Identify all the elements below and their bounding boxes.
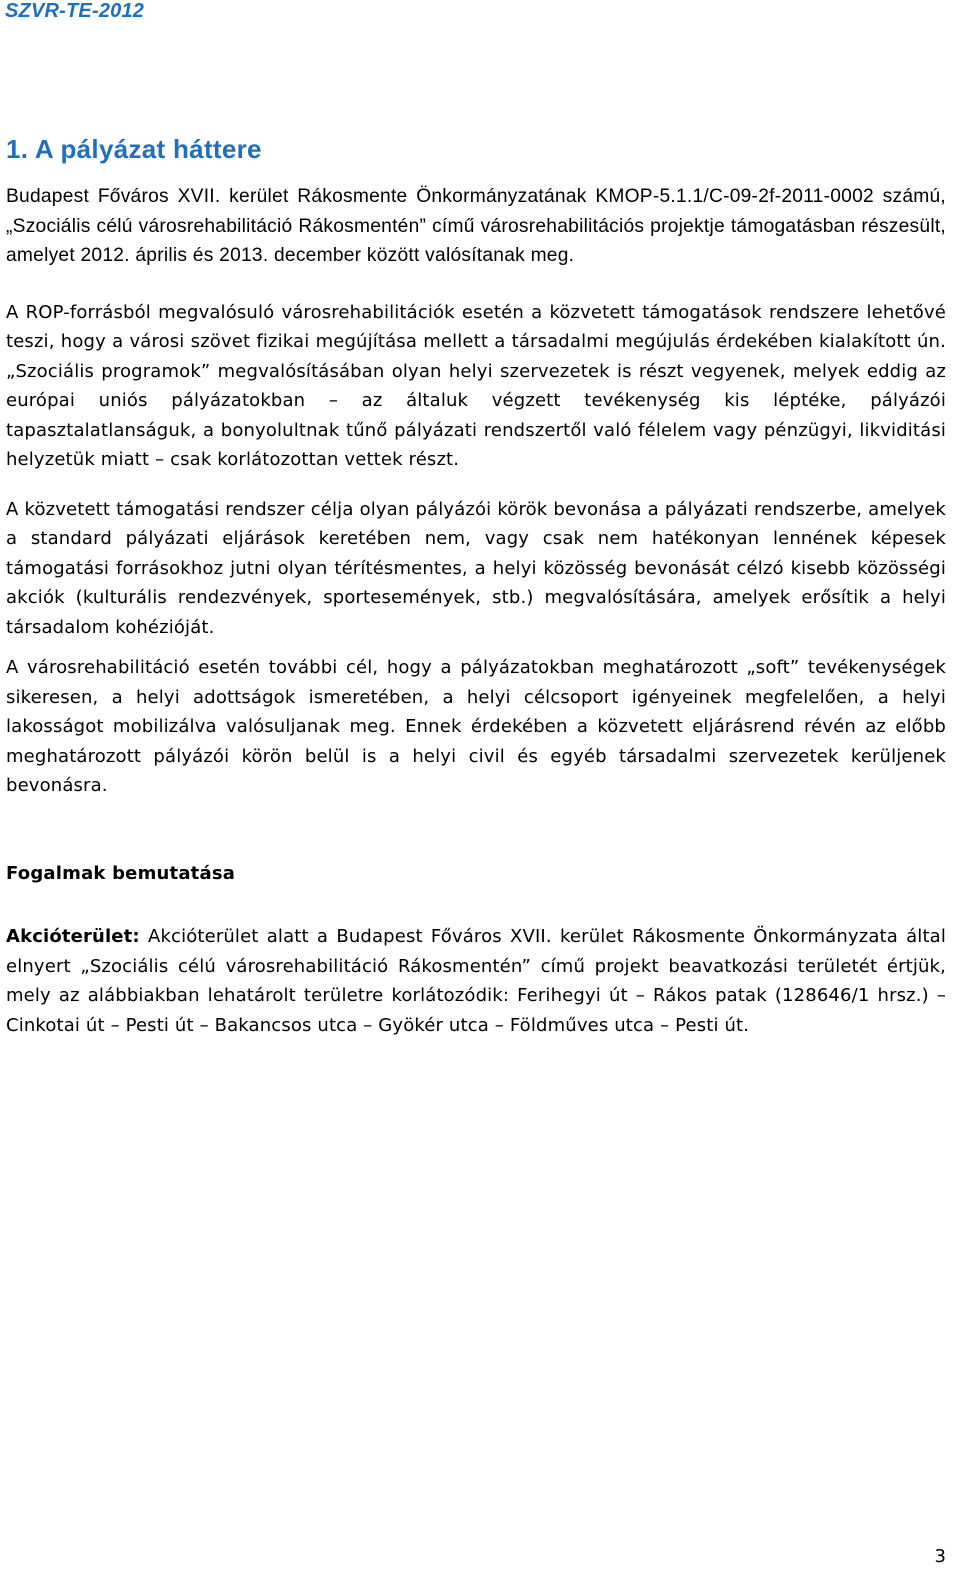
paragraph-rehabilitation-goal: A városrehabilitáció esetén további cél, hogy a pályázatokban meghatározott „soft” tevékenységek sikeresen, a helyi adottságok ismeretében, a helyi célcsoport igényeinek megfelelően, a helyi lakosságot mobilizálva valósuljanak meg. Ennek érdekében a közvetett eljárásrend révén az előbb meghatározott pályázói körön belül is a helyi civil és egyéb társadalmi szervezetek kerüljenek bevonásra. [6,657,946,796]
definition-action-area [6,922,946,1040]
document-code-header: SZVR-TE-2012 [5,0,145,22]
section-title: 1. A pályázat háttere [6,134,262,164]
paragraph-project-intro: Budapest Főváros XVII. kerület Rákosmente Önkormányzatának KMOP-5.1.1/C-09-2f-2011-0002 számú, „Szociális célú városrehabilitáció Rákosmentén” című városrehabilitációs projektje támogatásban részesült, amelyet 2012. április és 2013. december között valósítanak meg. [6,186,946,266]
definition-term: Akcióterület: [6,926,140,947]
document-body [6,182,946,1040]
concepts-heading: Fogalmak bemutatása [6,862,236,884]
paragraph-indirect-support-goal: A közvetett támogatási rendszer célja olyan pályázói körök bevonása a pályázati rendszerbe, amelyek a standard pályázati eljárások keretében nem, vagy csak nem hatékonyan lennének képesek támogatási forrásokhoz jutni olyan térítésmentes, a helyi közösség bevonását célzó kisebb közösségi akciók (kulturális rendezvények, sportesemények, stb.) megvalósítására, amelyek erősítik a helyi társadalom kohézióját. [6,498,946,638]
definition-text: Akcióterület alatt a Budapest Főváros XVII. kerület Rákosmente Önkormányzata által elnyert „Szociális célú városrehabilitáció Rákosmentén” című projekt beavatkozási területét értjük, mely az alábbiakban lehatárolt területre korlátozódik: Ferihegyi út – Rákos patak (128646/1 hrsz.) – Cinkotai út – Pesti út – Bakancsos utca – Gyökér utca – Földműves utca – Pesti út. [6,926,946,1036]
page-number: 3 [934,1546,946,1567]
paragraph-rop-funding: A ROP-forrásból megvalósuló városrehabilitációk esetén a közvetett támogatások rendszere lehetővé teszi, hogy a városi szövet fizikai megújítása mellett a társadalmi megújulás érdekében kialakított ún. „Szociális programok” megvalósításában olyan helyi szervezetek is részt vegyenek, melyek eddig az európai uniós pályázatokban – az általuk végzett tevékenység kis léptéke, pályázói tapasztalatlanságuk, a bonyolultnak tűnő pályázati rendszertől való félelem vagy pénzügyi, likviditási helyzetük miatt – csak korlátozottan vettek részt. [6,301,946,470]
